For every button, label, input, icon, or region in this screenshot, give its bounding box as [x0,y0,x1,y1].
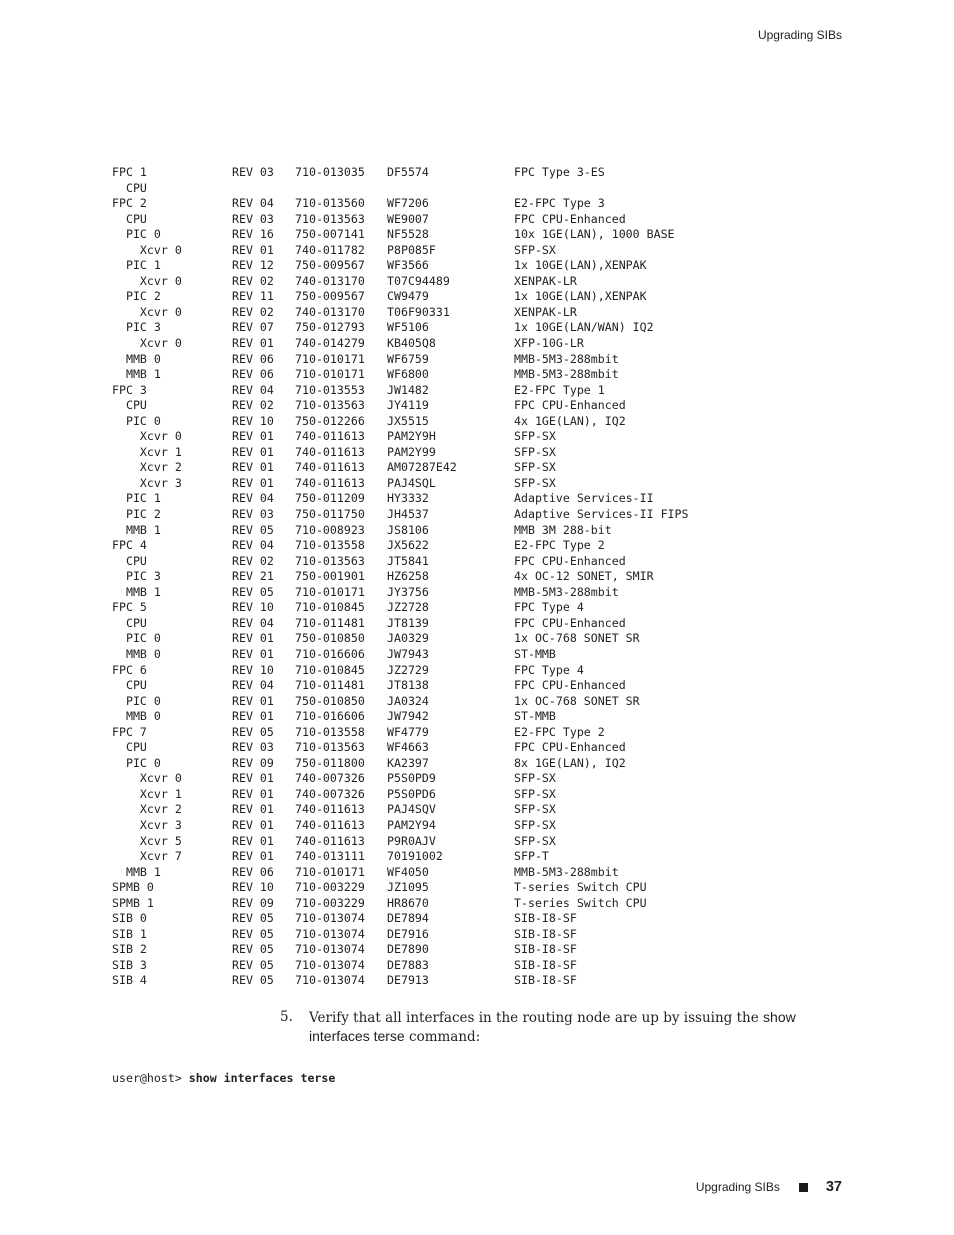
inventory-description: SFP-SX [514,817,556,832]
inventory-description: MMB 3M 288-bit [514,522,612,537]
inventory-item-name: MMB 1 [112,864,161,879]
inventory-part-number: 740-007326 [295,771,365,786]
inventory-serial-number: WF4663 [387,740,429,755]
inventory-version: REV 04 [232,382,274,397]
inventory-description: SIB-I8-SF [514,973,577,988]
inventory-version: REV 03 [232,165,274,179]
inventory-serial-number: WF4779 [387,724,429,739]
inventory-version: REV 01 [232,849,274,864]
inventory-part-number: 710-013074 [295,926,365,941]
inventory-version: REV 01 [232,802,274,817]
cli-prompt: user@host> [112,1071,189,1085]
inventory-item-name: FPC 6 [112,662,147,677]
inventory-serial-number: KA2397 [387,755,429,770]
inventory-serial-number: WF6800 [387,367,429,382]
inventory-item-name: MMB 1 [112,522,161,537]
inventory-description: SFP-SX [514,242,556,257]
inventory-version: REV 05 [232,926,274,941]
inventory-part-number: 740-014279 [295,336,365,351]
inventory-description: SFP-SX [514,833,556,848]
inventory-part-number: 750-012793 [295,320,365,335]
inventory-version: REV 10 [232,880,274,895]
inventory-item-name: CPU [112,740,147,755]
cli-command-line [112,1071,335,1085]
page-number: 37 [825,1179,842,1195]
inventory-item-name: Xcvr 0 [112,304,182,319]
step-command: show interfaces terse [309,1009,796,1044]
inventory-version: REV 07 [232,320,274,335]
inventory-description: SFP-SX [514,475,556,490]
inventory-version: REV 03 [232,740,274,755]
inventory-serial-number: JW7943 [387,646,429,661]
inventory-description: FPC CPU-Enhanced [514,398,626,413]
inventory-description: SIB-I8-SF [514,957,577,972]
inventory-part-number: 710-010171 [295,367,365,382]
inventory-version: REV 01 [232,646,274,661]
inventory-item-name: MMB 1 [112,584,161,599]
inventory-description: Adaptive Services-II [514,491,654,506]
inventory-serial-number: WF6759 [387,351,429,366]
inventory-item-name: SIB 4 [112,973,147,988]
inventory-serial-number: HZ6258 [387,569,429,584]
inventory-serial-number: JT8138 [387,678,429,693]
inventory-serial-number: PAJ4SQV [387,802,436,817]
inventory-version: REV 01 [232,833,274,848]
inventory-item-name: PIC 0 [112,755,161,770]
inventory-description: XENPAK-LR [514,304,577,319]
inventory-serial-number: WE9007 [387,211,429,226]
inventory-part-number: 740-007326 [295,786,365,801]
inventory-item-name: PIC 0 [112,413,161,428]
procedure-step [280,1008,850,1046]
inventory-item-name: SPMB 1 [112,895,154,910]
inventory-description: 1x OC-768 SONET SR [514,631,640,646]
inventory-item-name: CPU [112,678,147,693]
inventory-version: REV 03 [232,507,274,522]
inventory-version: REV 04 [232,491,274,506]
inventory-description: FPC CPU-Enhanced [514,211,626,226]
inventory-serial-number: CW9479 [387,289,429,304]
inventory-description: XFP-10G-LR [514,336,584,351]
inventory-version: REV 01 [232,475,274,490]
inventory-item-name: Xcvr 2 [112,460,182,475]
inventory-serial-number: WF7206 [387,196,429,211]
inventory-part-number: 710-013558 [295,724,365,739]
inventory-version: REV 09 [232,755,274,770]
inventory-description: SFP-SX [514,460,556,475]
inventory-version: REV 04 [232,678,274,693]
inventory-part-number: 750-001901 [295,569,365,584]
inventory-part-number: 740-013170 [295,273,365,288]
inventory-item-name: FPC 1 [112,165,147,179]
inventory-description: SIB-I8-SF [514,911,577,926]
inventory-part-number: 740-011613 [295,444,365,459]
inventory-serial-number: AM07287E42 [387,460,457,475]
inventory-version: REV 01 [232,429,274,444]
inventory-part-number: 710-013074 [295,911,365,926]
inventory-item-name: FPC 7 [112,724,147,739]
inventory-description: E2-FPC Type 3 [514,196,605,211]
inventory-version: REV 05 [232,911,274,926]
inventory-description: SFP-SX [514,771,556,786]
inventory-description: MMB-5M3-288mbit [514,351,619,366]
inventory-part-number: 740-011613 [295,833,365,848]
inventory-serial-number: 70191002 [387,849,443,864]
inventory-description: 10x 1GE(LAN), 1000 BASE [514,227,675,242]
inventory-description: FPC Type 3-ES [514,165,605,179]
inventory-serial-number: T07C94489 [387,273,450,288]
inventory-description: T-series Switch CPU [514,895,647,910]
step-number: 5. [280,1009,293,1025]
inventory-version: REV 16 [232,227,274,242]
inventory-item-name: Xcvr 7 [112,849,182,864]
inventory-description: 1x 10GE(LAN),XENPAK [514,289,647,304]
inventory-version: REV 06 [232,864,274,879]
inventory-item-name: Xcvr 0 [112,242,182,257]
inventory-item-name: FPC 2 [112,196,147,211]
inventory-part-number: 750-007141 [295,227,365,242]
inventory-description: SFP-SX [514,444,556,459]
inventory-part-number: 710-013563 [295,211,365,226]
inventory-item-name: MMB 0 [112,646,161,661]
inventory-version: REV 01 [232,786,274,801]
inventory-serial-number: JX5515 [387,413,429,428]
inventory-description: 4x OC-12 SONET, SMIR [514,569,654,584]
inventory-serial-number: JZ2729 [387,662,429,677]
inventory-version: REV 05 [232,724,274,739]
inventory-version: REV 01 [232,771,274,786]
inventory-serial-number: DE7890 [387,942,429,957]
inventory-serial-number: PAM2Y9H [387,429,436,444]
inventory-description: ST-MMB [514,646,556,661]
inventory-item-name: SIB 3 [112,957,147,972]
inventory-version: REV 10 [232,662,274,677]
inventory-item-name: CPU [112,553,147,568]
inventory-serial-number: HY3332 [387,491,429,506]
inventory-part-number: 710-016606 [295,646,365,661]
inventory-item-name: PIC 1 [112,491,161,506]
inventory-serial-number: PAM2Y99 [387,444,436,459]
inventory-part-number: 740-013111 [295,849,365,864]
inventory-version: REV 01 [232,817,274,832]
inventory-version: REV 05 [232,942,274,957]
step-text-before: Verify that all interfaces in the routing node are up by issuing the [309,1010,764,1026]
square-bullet-icon [799,1183,808,1192]
inventory-part-number: 710-013074 [295,957,365,972]
inventory-description: MMB-5M3-288mbit [514,864,619,879]
inventory-part-number: 710-011481 [295,678,365,693]
inventory-part-number: 710-003229 [295,895,365,910]
inventory-part-number: 710-013563 [295,398,365,413]
inventory-serial-number: DF5574 [387,165,429,179]
inventory-item-name: FPC 4 [112,538,147,553]
inventory-description: E2-FPC Type 1 [514,382,605,397]
inventory-serial-number: JZ1095 [387,880,429,895]
inventory-item-name: CPU [112,615,147,630]
inventory-version: REV 06 [232,351,274,366]
inventory-part-number: 710-013563 [295,740,365,755]
inventory-serial-number: DE7883 [387,957,429,972]
inventory-item-name: FPC 3 [112,382,147,397]
inventory-part-number: 710-010845 [295,662,365,677]
inventory-serial-number: WF4050 [387,864,429,879]
inventory-version: REV 02 [232,553,274,568]
inventory-part-number: 710-003229 [295,880,365,895]
inventory-item-name: PIC 1 [112,258,161,273]
inventory-description: FPC CPU-Enhanced [514,615,626,630]
inventory-serial-number: PAJ4SQL [387,475,436,490]
inventory-part-number: 740-011613 [295,802,365,817]
inventory-description: SIB-I8-SF [514,926,577,941]
inventory-version: REV 01 [232,631,274,646]
inventory-description: MMB-5M3-288mbit [514,584,619,599]
inventory-version: REV 10 [232,413,274,428]
inventory-item-name: PIC 0 [112,227,161,242]
inventory-serial-number: P5S0PD6 [387,786,436,801]
inventory-version: REV 05 [232,584,274,599]
inventory-description: FPC Type 4 [514,600,584,615]
inventory-version: REV 05 [232,973,274,988]
inventory-item-name: MMB 1 [112,367,161,382]
inventory-item-name: CPU [112,398,147,413]
inventory-item-name: Xcvr 0 [112,429,182,444]
inventory-version: REV 01 [232,336,274,351]
inventory-item-name: PIC 0 [112,631,161,646]
inventory-serial-number: P5S0PD9 [387,771,436,786]
inventory-description: SFP-T [514,849,549,864]
inventory-version: REV 01 [232,709,274,724]
inventory-version: REV 06 [232,367,274,382]
inventory-part-number: 750-011800 [295,755,365,770]
inventory-item-name: SPMB 0 [112,880,154,895]
inventory-description: SIB-I8-SF [514,942,577,957]
inventory-description: FPC CPU-Enhanced [514,740,626,755]
inventory-item-name: Xcvr 5 [112,833,182,848]
inventory-part-number: 710-010845 [295,600,365,615]
inventory-item-name: Xcvr 1 [112,444,182,459]
inventory-item-name: SIB 2 [112,942,147,957]
inventory-part-number: 750-009567 [295,289,365,304]
inventory-version: REV 01 [232,444,274,459]
inventory-serial-number: PAM2Y94 [387,817,436,832]
inventory-item-name: Xcvr 0 [112,273,182,288]
inventory-item-name: Xcvr 1 [112,786,182,801]
inventory-item-name: MMB 0 [112,709,161,724]
inventory-item-name: PIC 0 [112,693,161,708]
inventory-description: 1x 10GE(LAN),XENPAK [514,258,647,273]
inventory-serial-number: JT5841 [387,553,429,568]
inventory-item-name: CPU [112,180,147,195]
inventory-description: 4x 1GE(LAN), IQ2 [514,413,626,428]
inventory-version: REV 10 [232,600,274,615]
inventory-part-number: 750-011750 [295,507,365,522]
inventory-part-number: 750-009567 [295,258,365,273]
inventory-part-number: 750-010850 [295,631,365,646]
inventory-serial-number: DE7913 [387,973,429,988]
inventory-version: REV 03 [232,211,274,226]
inventory-version: REV 21 [232,569,274,584]
inventory-part-number: 710-013560 [295,196,365,211]
inventory-item-name: PIC 3 [112,569,161,584]
inventory-part-number: 710-010171 [295,584,365,599]
inventory-part-number: 710-013563 [295,553,365,568]
inventory-version: REV 04 [232,538,274,553]
inventory-item-name: PIC 2 [112,289,161,304]
inventory-version: REV 04 [232,615,274,630]
inventory-version: REV 04 [232,196,274,211]
step-text-after: command: [404,1029,481,1045]
inventory-version: REV 11 [232,289,274,304]
inventory-part-number: 710-010171 [295,351,365,366]
inventory-version: REV 01 [232,693,274,708]
inventory-item-name: SIB 0 [112,911,147,926]
inventory-description: 1x 10GE(LAN/WAN) IQ2 [514,320,654,335]
inventory-part-number: 710-008923 [295,522,365,537]
inventory-description: ST-MMB [514,709,556,724]
inventory-item-name: PIC 3 [112,320,161,335]
inventory-item-name: Xcvr 0 [112,336,182,351]
inventory-part-number: 750-011209 [295,491,365,506]
inventory-serial-number: DE7916 [387,926,429,941]
inventory-part-number: 740-011613 [295,429,365,444]
inventory-description: XENPAK-LR [514,273,577,288]
inventory-part-number: 740-011613 [295,817,365,832]
inventory-description: T-series Switch CPU [514,880,647,895]
inventory-part-number: 740-011613 [295,475,365,490]
inventory-description: SFP-SX [514,786,556,801]
inventory-serial-number: JH4537 [387,507,429,522]
inventory-description: FPC CPU-Enhanced [514,553,626,568]
inventory-serial-number: WF3566 [387,258,429,273]
inventory-serial-number: JA0329 [387,631,429,646]
inventory-version: REV 01 [232,242,274,257]
inventory-part-number: 740-011782 [295,242,365,257]
inventory-serial-number: HR8670 [387,895,429,910]
inventory-part-number: 750-010850 [295,693,365,708]
inventory-serial-number: P9R0AJV [387,833,436,848]
inventory-serial-number: T06F90331 [387,304,450,319]
inventory-item-name: Xcvr 3 [112,817,182,832]
inventory-serial-number: DE7894 [387,911,429,926]
inventory-item-name: SIB 1 [112,926,147,941]
inventory-item-name: FPC 5 [112,600,147,615]
inventory-serial-number: JY4119 [387,398,429,413]
inventory-item-name: PIC 2 [112,507,161,522]
inventory-item-name: Xcvr 0 [112,771,182,786]
inventory-part-number: 710-013553 [295,382,365,397]
inventory-description: E2-FPC Type 2 [514,538,605,553]
inventory-serial-number: JX5622 [387,538,429,553]
inventory-description: SFP-SX [514,429,556,444]
inventory-description: E2-FPC Type 2 [514,724,605,739]
inventory-description: FPC Type 4 [514,662,584,677]
cli-command: show interfaces terse [188,1071,336,1085]
inventory-item-name: MMB 0 [112,351,161,366]
inventory-part-number: 710-010171 [295,864,365,879]
inventory-serial-number: NF5528 [387,227,429,242]
inventory-part-number: 740-011613 [295,460,365,475]
inventory-item-name: CPU [112,211,147,226]
inventory-version: REV 12 [232,258,274,273]
inventory-serial-number: JA0324 [387,693,429,708]
inventory-serial-number: JW1482 [387,382,429,397]
inventory-part-number: 710-013074 [295,942,365,957]
inventory-description: MMB-5M3-288mbit [514,367,619,382]
inventory-part-number: 740-013170 [295,304,365,319]
inventory-part-number: 750-012266 [295,413,365,428]
step-text [309,1008,850,1046]
inventory-part-number: 710-013074 [295,973,365,988]
inventory-description: Adaptive Services-II FIPS [514,507,689,522]
inventory-part-number: 710-013558 [295,538,365,553]
inventory-item-name: Xcvr 2 [112,802,182,817]
running-header: Upgrading SIBs [757,28,842,42]
inventory-description: FPC CPU-Enhanced [514,678,626,693]
inventory-serial-number: JT8139 [387,615,429,630]
inventory-serial-number: JS8106 [387,522,429,537]
inventory-part-number: 710-011481 [295,615,365,630]
inventory-part-number: 710-016606 [295,709,365,724]
inventory-description: 8x 1GE(LAN), IQ2 [514,755,626,770]
inventory-version: REV 05 [232,522,274,537]
inventory-serial-number: JW7942 [387,709,429,724]
inventory-version: REV 02 [232,304,274,319]
footer-title: Upgrading SIBs [695,1180,780,1194]
inventory-serial-number: KB405Q8 [387,336,436,351]
inventory-version: REV 02 [232,273,274,288]
inventory-version: REV 05 [232,957,274,972]
inventory-serial-number: JY3756 [387,584,429,599]
inventory-part-number: 710-013035 [295,165,365,179]
inventory-serial-number: P8P085F [387,242,436,257]
inventory-item-name: Xcvr 3 [112,475,182,490]
inventory-description: SFP-SX [514,802,556,817]
inventory-version: REV 09 [232,895,274,910]
inventory-version: REV 01 [232,460,274,475]
inventory-version: REV 02 [232,398,274,413]
inventory-description: 1x OC-768 SONET SR [514,693,640,708]
inventory-serial-number: WF5106 [387,320,429,335]
page-footer [696,1179,842,1195]
inventory-serial-number: JZ2728 [387,600,429,615]
